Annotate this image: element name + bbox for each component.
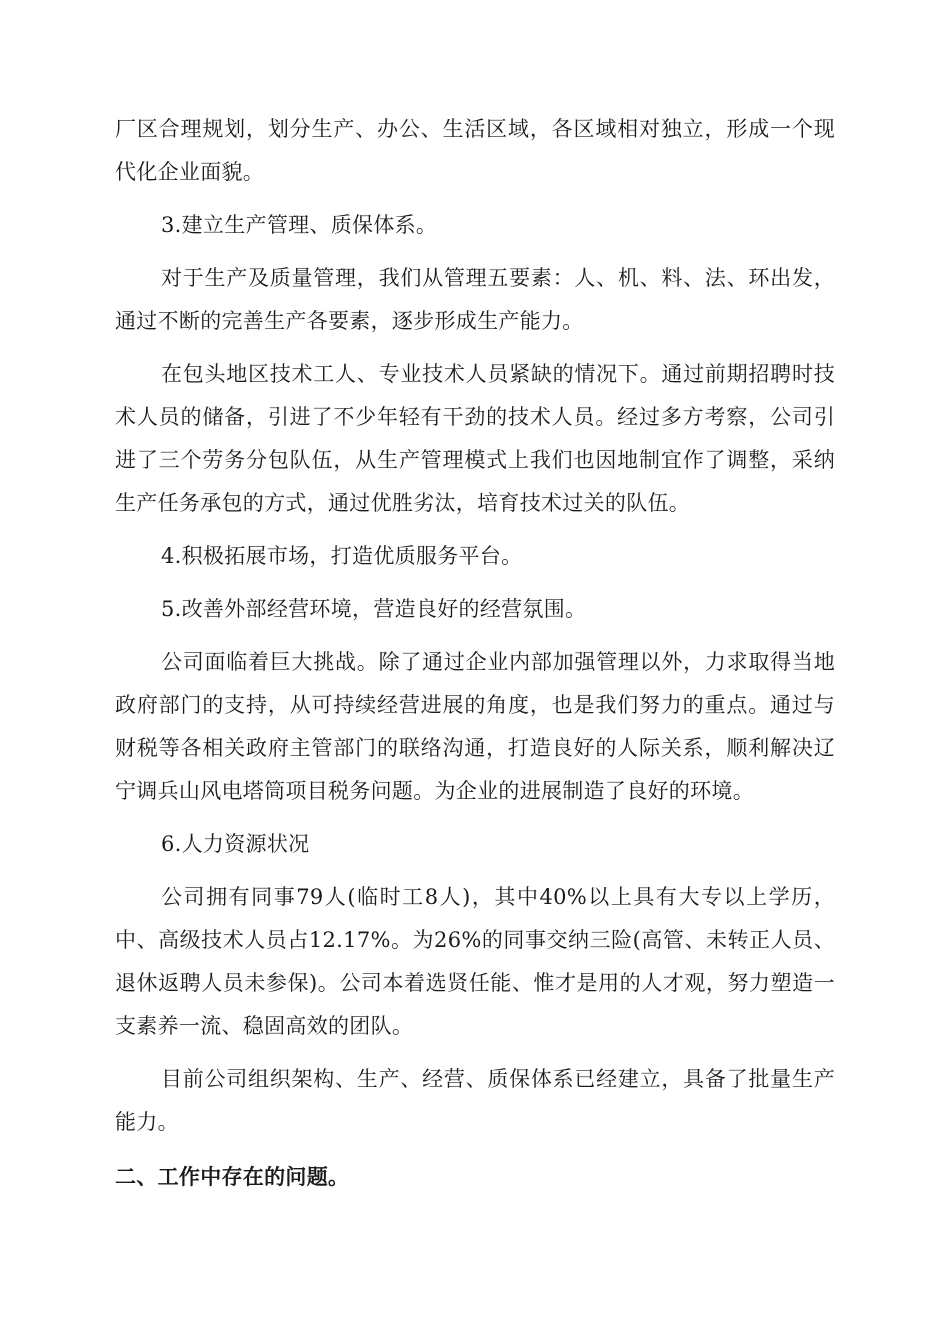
document-page bbox=[115, 108, 835, 1209]
paragraph-technical-staff: 在包头地区技术工人、专业技术人员紧缺的情况下。通过前期招聘时技术人员的储备，引进了不少年轻有干劲的技术人员。经过多方考察，公司引进了三个劳务分包队伍，从生产管理模式上我们也因地制宜作了调整，采纳生产任务承包的方式，通过优胜劣汰，培育技术过关的队伍。 bbox=[115, 362, 835, 515]
item-5-heading: 5.改善外部经营环境，营造良好的经营氛围。 bbox=[161, 597, 587, 621]
paragraph-plant-planning: 厂区合理规划，划分生产、办公、生活区域，各区域相对独立，形成一个现代化企业面貌。 bbox=[115, 117, 835, 184]
item-4-heading: 4.积极拓展市场，打造优质服务平台。 bbox=[161, 544, 523, 568]
paragraph-external-environment: 公司面临着巨大挑战。除了通过企业内部加强管理以外，力求取得当地政府部门的支持，从可持续经营进展的角度，也是我们努力的重点。通过与财税等各相关政府主管部门的联络沟通，打造良好的人际关系，顺利解决辽宁调兵山风电塔筒项目税务问题。为企业的进展制造了良好的环境。 bbox=[115, 650, 835, 803]
section-heading-problems: 二、工作中存在的问题。 bbox=[115, 1165, 350, 1189]
item-3-heading: 3.建立生产管理、质保体系。 bbox=[161, 213, 438, 237]
paragraph-human-resources: 公司拥有同事79人(临时工8人)，其中40%以上具有大专以上学历，中、高级技术人员占12.17%。为26%的同事交纳三险(高管、未转正人员、退休返聘人员未参保)。公司本着选贤任能、惟才是用的人才观，努力塑造一支素养一流、稳固高效的团队。 bbox=[115, 885, 835, 1038]
paragraph-quality-management: 对于生产及质量管理，我们从管理五要素：人、机、料、法、环出发，通过不断的完善生产各要素，逐步形成生产能力。 bbox=[115, 266, 835, 333]
item-6-heading: 6.人力资源状况 bbox=[161, 832, 310, 856]
paragraph-current-status: 目前公司组织架构、生产、经营、质保体系已经建立，具备了批量生产能力。 bbox=[115, 1067, 835, 1134]
